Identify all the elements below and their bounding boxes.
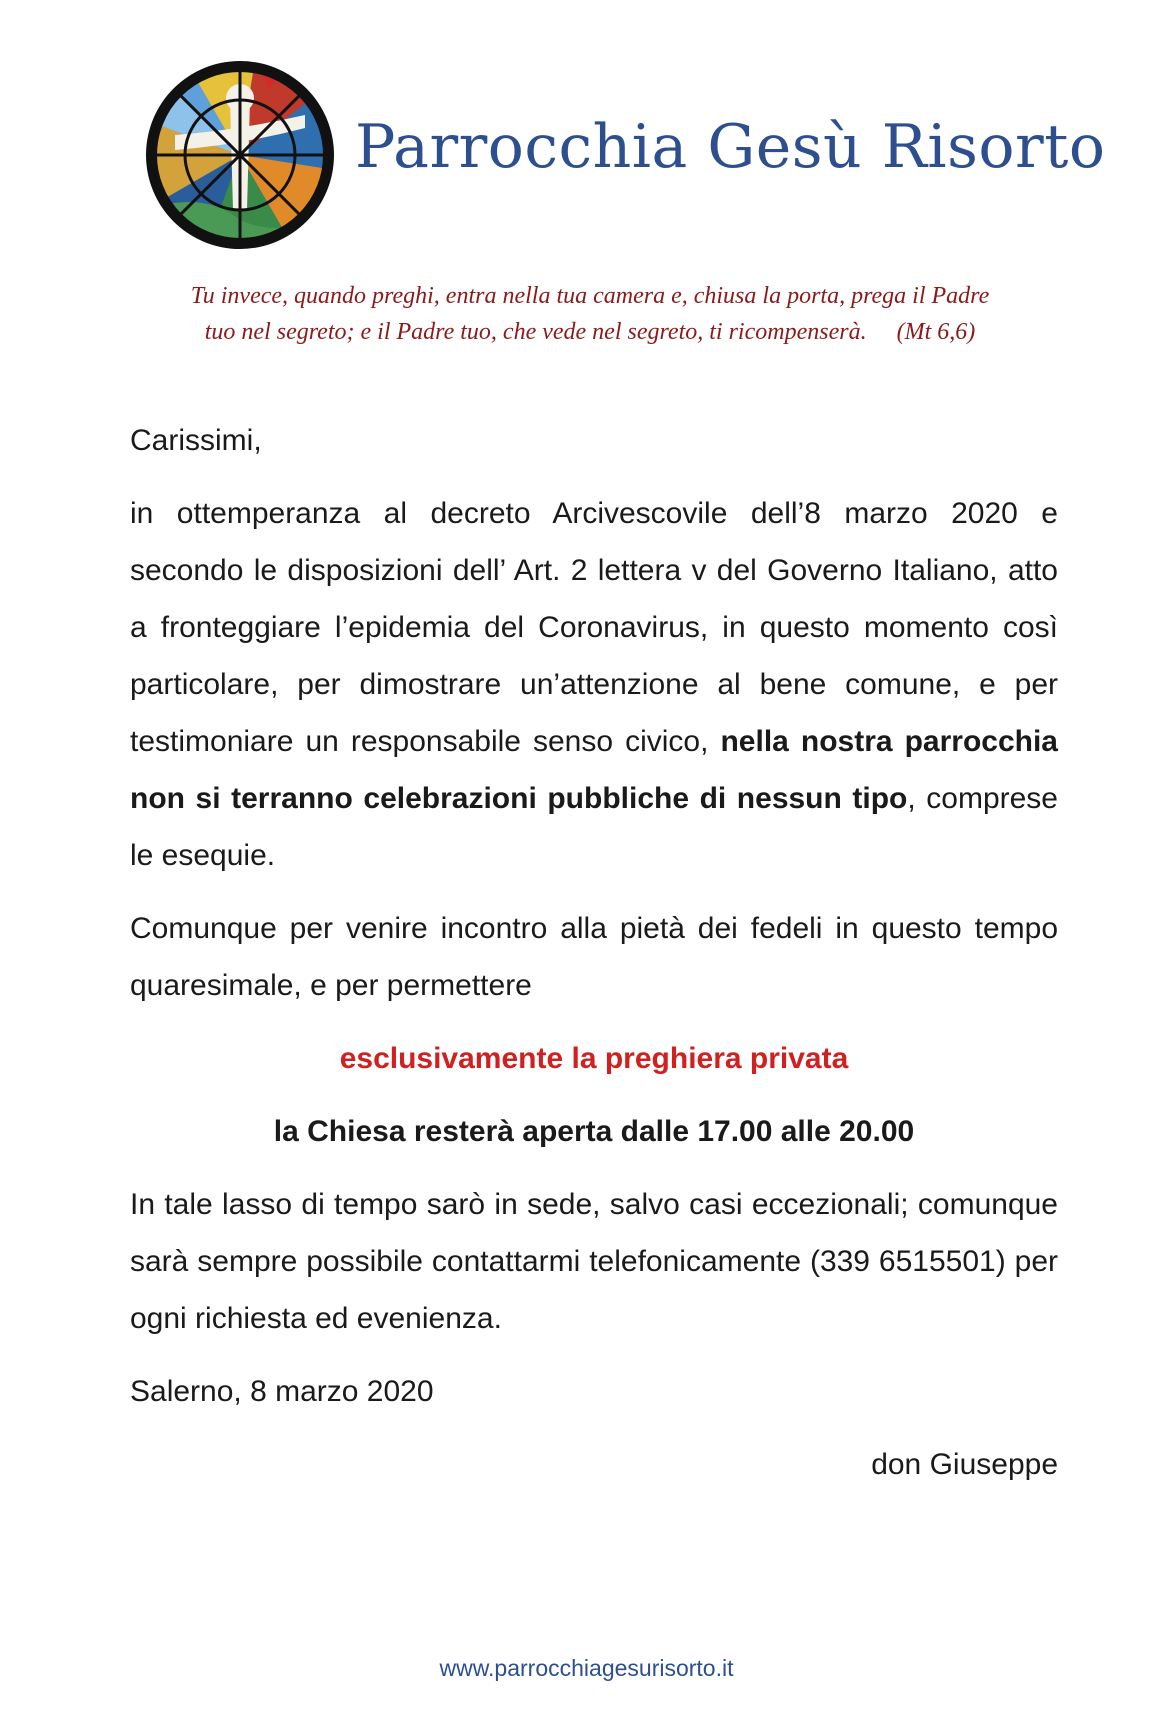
- parish-name: Parrocchia Gesù Risorto: [355, 112, 1106, 182]
- stained-glass-risen-christ-icon: [145, 60, 335, 250]
- paragraph-decree-bold: nella nostra parrocchia non si terranno celebrazioni pubbliche di nessun tipo: [130, 725, 1058, 815]
- quote-line-2-text: tuo nel segreto; e il Padre tuo, che vede nel segreto, ti ricompenserà.: [204, 319, 867, 345]
- header: [145, 60, 1106, 250]
- private-prayer-highlight: esclusivamente la preghiera privata: [339, 1042, 849, 1075]
- paragraph-decree: [130, 485, 1058, 884]
- quote-reference: (Mt 6,6): [896, 319, 976, 345]
- paragraph-lent: Comunque per venire incontro alla pietà dei fedeli in questo tempo quaresimale, e per permettere: [130, 912, 1058, 1002]
- quote-line-1: Tu invece, quando preghi, entra nella tua camera e, chiusa la porta, prega il Padre: [190, 283, 990, 309]
- greeting: Carissimi,: [130, 424, 262, 457]
- letter-body: [130, 412, 1058, 1509]
- paragraph-contact: In tale lasso di tempo sarò in sede, salvo casi eccezionali; comunque sarà sempre possibile contattarmi telefonicamente (339 6515501) per ogni richiesta ed evenienza.: [130, 1188, 1058, 1335]
- place-date: Salerno, 8 marzo 2020: [130, 1375, 434, 1408]
- website-link[interactable]: www.parrocchiagesurisorto.it: [439, 1655, 734, 1681]
- scripture-quote: [130, 278, 1050, 350]
- paragraph-decree-end: , comprese le esequie.: [130, 782, 1058, 872]
- signature: don Giuseppe: [871, 1448, 1058, 1481]
- opening-hours: la Chiesa resterà aperta dalle 17.00 alle 20.00: [273, 1115, 915, 1148]
- quote-line-2: [130, 314, 1050, 350]
- paragraph-decree-intro: in ottemperanza al decreto Arcivescovile dell’8 marzo 2020 e secondo le disposizioni dell’ Art. 2 lettera v del Governo Italiano, atto a fronteggiare l’epidemia del Coronavirus, in questo momento così particolare, per dimostrare un’attenzione al bene comune, e per testimoniare un responsabile senso civico,: [130, 497, 1058, 758]
